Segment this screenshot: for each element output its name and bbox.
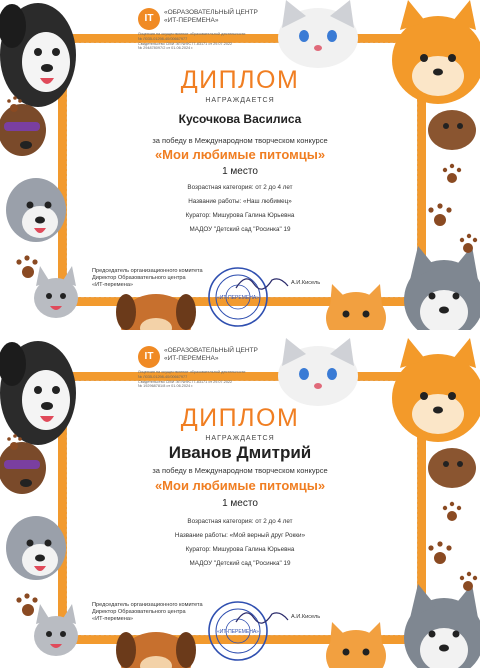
license-line: Свидетельство СМИ ЭЛ №ФС77-83171 от 29.07.2022 [138, 41, 233, 46]
work-title: Название работы: «Мой верный друг Рокки» [174, 532, 306, 539]
husky-illustration [404, 584, 480, 668]
place-text: 1 место [222, 166, 258, 177]
victory-text: за победу в Международном творческом конкурсе [152, 136, 328, 145]
signer-line: Председатель организационного комитета [92, 602, 203, 608]
organization-name [164, 347, 284, 362]
org-line-2: «ИТ-ПЕРЕМЕНА» [164, 354, 219, 362]
signature [232, 270, 292, 294]
husky-illustration [404, 246, 480, 330]
white-cat-illustration [278, 338, 358, 406]
contest-name: «Мои любимые питомцы» [154, 478, 326, 493]
awarded-label: НАГРАЖДАЕТСЯ [205, 97, 275, 104]
svg-text:«ИТ-ПЕРЕМЕНА»: «ИТ-ПЕРЕМЕНА» [217, 295, 259, 301]
signature [232, 604, 292, 628]
curator: Куратор: Мишурова Галина Юрьевна [185, 546, 295, 553]
recipient-name: Иванов Дмитрий [168, 443, 312, 462]
certificate-number: № 192968781/8 от 01.06.2024 г. [138, 384, 194, 389]
license-line: Свидетельство СМИ ЭЛ №ФС77-83171 от 29.07.2022 [138, 379, 233, 384]
signer-block [92, 602, 203, 623]
signer-name: А.И.Кисель [291, 280, 321, 286]
signer-name: А.И.Кисель [291, 614, 321, 620]
ginger-cat-illustration [326, 284, 386, 330]
org-line-1: «ОБРАЗОВАТЕЛЬНЫЙ ЦЕНТР [164, 9, 258, 16]
awarded-label: НАГРАЖДАЕТСЯ [205, 435, 275, 442]
certificate-2 [0, 338, 480, 668]
license-line: № Л035-01298-40/00667977 [138, 374, 188, 379]
grey-kitten-illustration [34, 604, 78, 656]
age-category: Возрастная категория: от 2 до 4 лет [187, 518, 293, 525]
brown-puppy-illustration [116, 632, 196, 668]
organization-logo: IT [138, 8, 160, 30]
victory-text: за победу в Международном творческом конкурсе [152, 466, 328, 475]
recipient-name: Кусочкова Василиса [178, 112, 302, 126]
age-category: Возрастная категория: от 2 до 4 лет [187, 184, 293, 191]
signer-line: Председатель организационного комитета [92, 268, 203, 274]
organization-name [164, 9, 284, 24]
license-line: Лицензия на осуществление образовательной деятельности [138, 32, 246, 36]
svg-text:«ИТ-ПЕРЕМЕНА»: «ИТ-ПЕРЕМЕНА» [217, 629, 259, 635]
institution: МАДОУ "Детский сад "Росинка" 19 [189, 226, 291, 233]
org-line-2: «ИТ-ПЕРЕМЕНА» [164, 16, 219, 24]
signer-line: «ИТ-перемена» [92, 282, 134, 288]
diploma-title: ДИПЛОМ [180, 404, 300, 432]
org-line-1: «ОБРАЗОВАТЕЛЬНЫЙ ЦЕНТР [164, 347, 258, 354]
license-info [138, 32, 258, 51]
license-info [138, 370, 258, 389]
white-cat-illustration [278, 0, 358, 68]
signer-line: «ИТ-перемена» [92, 616, 134, 622]
grey-kitten-illustration [34, 266, 78, 318]
contest-name: «Мои любимые питомцы» [154, 147, 326, 162]
signer-line: Директор Образовательного центра [92, 609, 186, 615]
institution: МАДОУ "Детский сад "Росинка" 19 [189, 560, 291, 567]
signer-line: Директор Образовательного центра [92, 275, 186, 281]
license-line: № Л035-01298-40/00667977 [138, 36, 188, 41]
organization-logo: IT [138, 346, 160, 368]
curator: Куратор: Мишурова Галина Юрьевна [185, 212, 295, 219]
certificate-number: № 294878097/2 от 01.06.2024 г. [138, 46, 194, 51]
signer-block [92, 268, 203, 289]
brown-puppy-illustration [116, 294, 196, 330]
place-text: 1 место [222, 498, 258, 509]
certificate-1 [0, 0, 480, 330]
page-gap [0, 330, 480, 338]
license-line: Лицензия на осуществление образовательной деятельности [138, 370, 246, 374]
diploma-title: ДИПЛОМ [180, 66, 300, 94]
work-title: Название работы: «Наш любимец» [188, 198, 292, 205]
ginger-cat-illustration [326, 622, 386, 668]
